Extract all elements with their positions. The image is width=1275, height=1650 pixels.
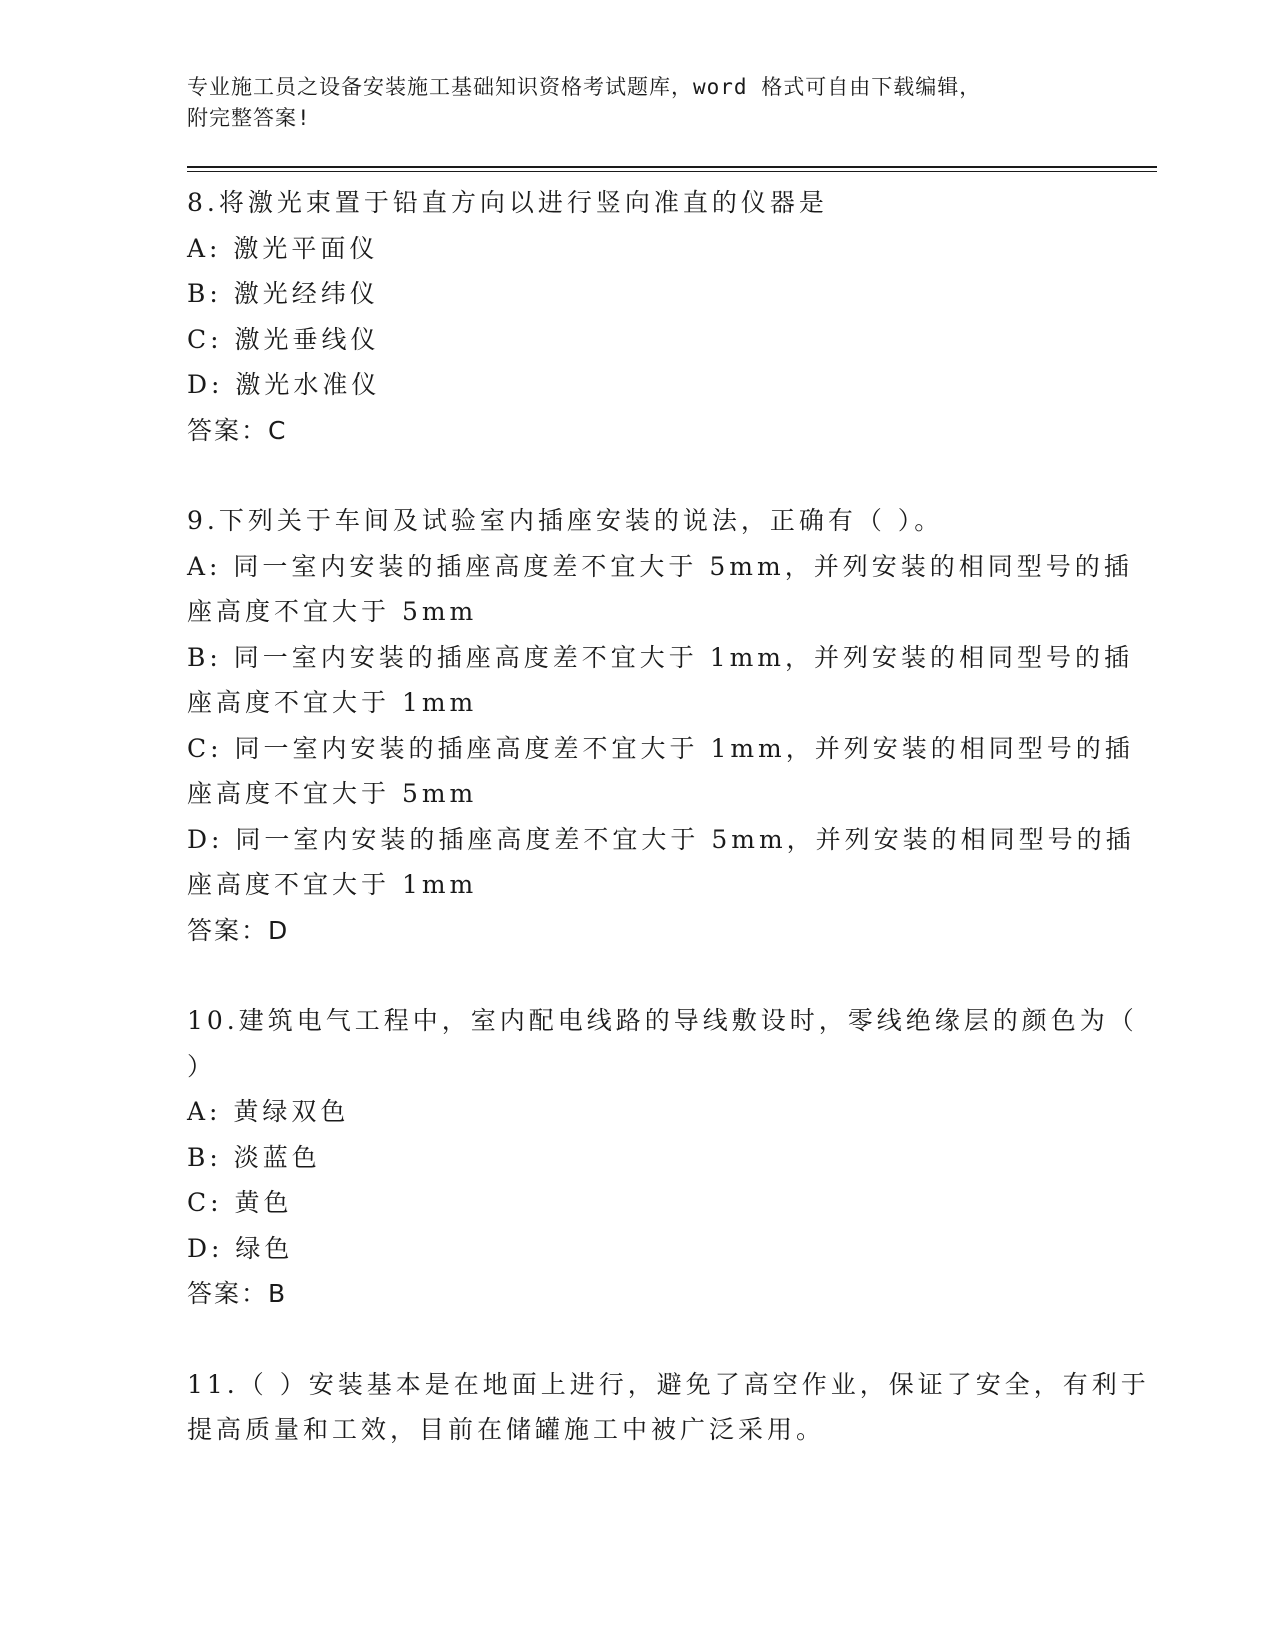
question-text: 10.建筑电气工程中，室内配电线路的导线敷设时，零线绝缘层的颜色为（ ） xyxy=(187,1006,1138,1081)
option-c: C: 黄色 xyxy=(187,1188,293,1217)
question-text: 9.下列关于车间及试验室内插座安装的说法，正确有（ ）。 xyxy=(187,506,944,535)
option-d: D: 激光水准仪 xyxy=(187,370,381,399)
option-d: D: 绿色 xyxy=(187,1233,294,1263)
document-page xyxy=(187,72,1157,1498)
question-10 xyxy=(187,998,1157,1317)
option-b: B: 淡蓝色 xyxy=(187,1142,321,1172)
header-line-1: 专业施工员之设备安装施工基础知识资格考试题库，word 格式可自由下载编辑， xyxy=(187,75,982,99)
document-header xyxy=(187,72,1157,134)
answer-text: 答案：C xyxy=(187,415,288,445)
option-a: A: 激光平面仪 xyxy=(187,233,379,263)
question-8 xyxy=(187,180,1157,453)
option-b: B: 同一室内安装的插座高度差不宜大于 1mm，并列安装的相同型号的插座高度不宜大于 1mm xyxy=(187,642,1134,717)
question-text: 11.（ ）安装基本是在地面上进行，避免了高空作业，保证了安全，有利于提高质量和工效，目前在储罐施工中被广泛采用。 xyxy=(187,1369,1150,1444)
option-c: C: 同一室内安装的插座高度差不宜大于 1mm，并列安装的相同型号的插座高度不宜大于 5mm xyxy=(187,733,1134,808)
answer-text: 答案：B xyxy=(187,1279,288,1308)
option-a: A: 黄绿双色 xyxy=(187,1097,350,1126)
question-9 xyxy=(187,498,1157,953)
question-11 xyxy=(187,1362,1157,1453)
answer-text: 答案：D xyxy=(187,915,290,945)
question-text: 8.将激光束置于铅直方向以进行竖向准直的仪器是 xyxy=(187,188,828,217)
question-list xyxy=(187,180,1157,1453)
option-d: D: 同一室内安装的插座高度差不宜大于 5mm，并列安装的相同型号的插座高度不宜大于 1mm xyxy=(187,824,1135,899)
header-line-2: 附完整答案! xyxy=(187,106,311,130)
option-c: C: 激光垂线仪 xyxy=(187,324,380,354)
option-b: B: 激光经纬仪 xyxy=(187,279,379,308)
header-divider xyxy=(187,166,1157,172)
option-a: A: 同一室内安装的插座高度差不宜大于 5mm，并列安装的相同型号的插座高度不宜大于 5mm xyxy=(187,551,1133,626)
